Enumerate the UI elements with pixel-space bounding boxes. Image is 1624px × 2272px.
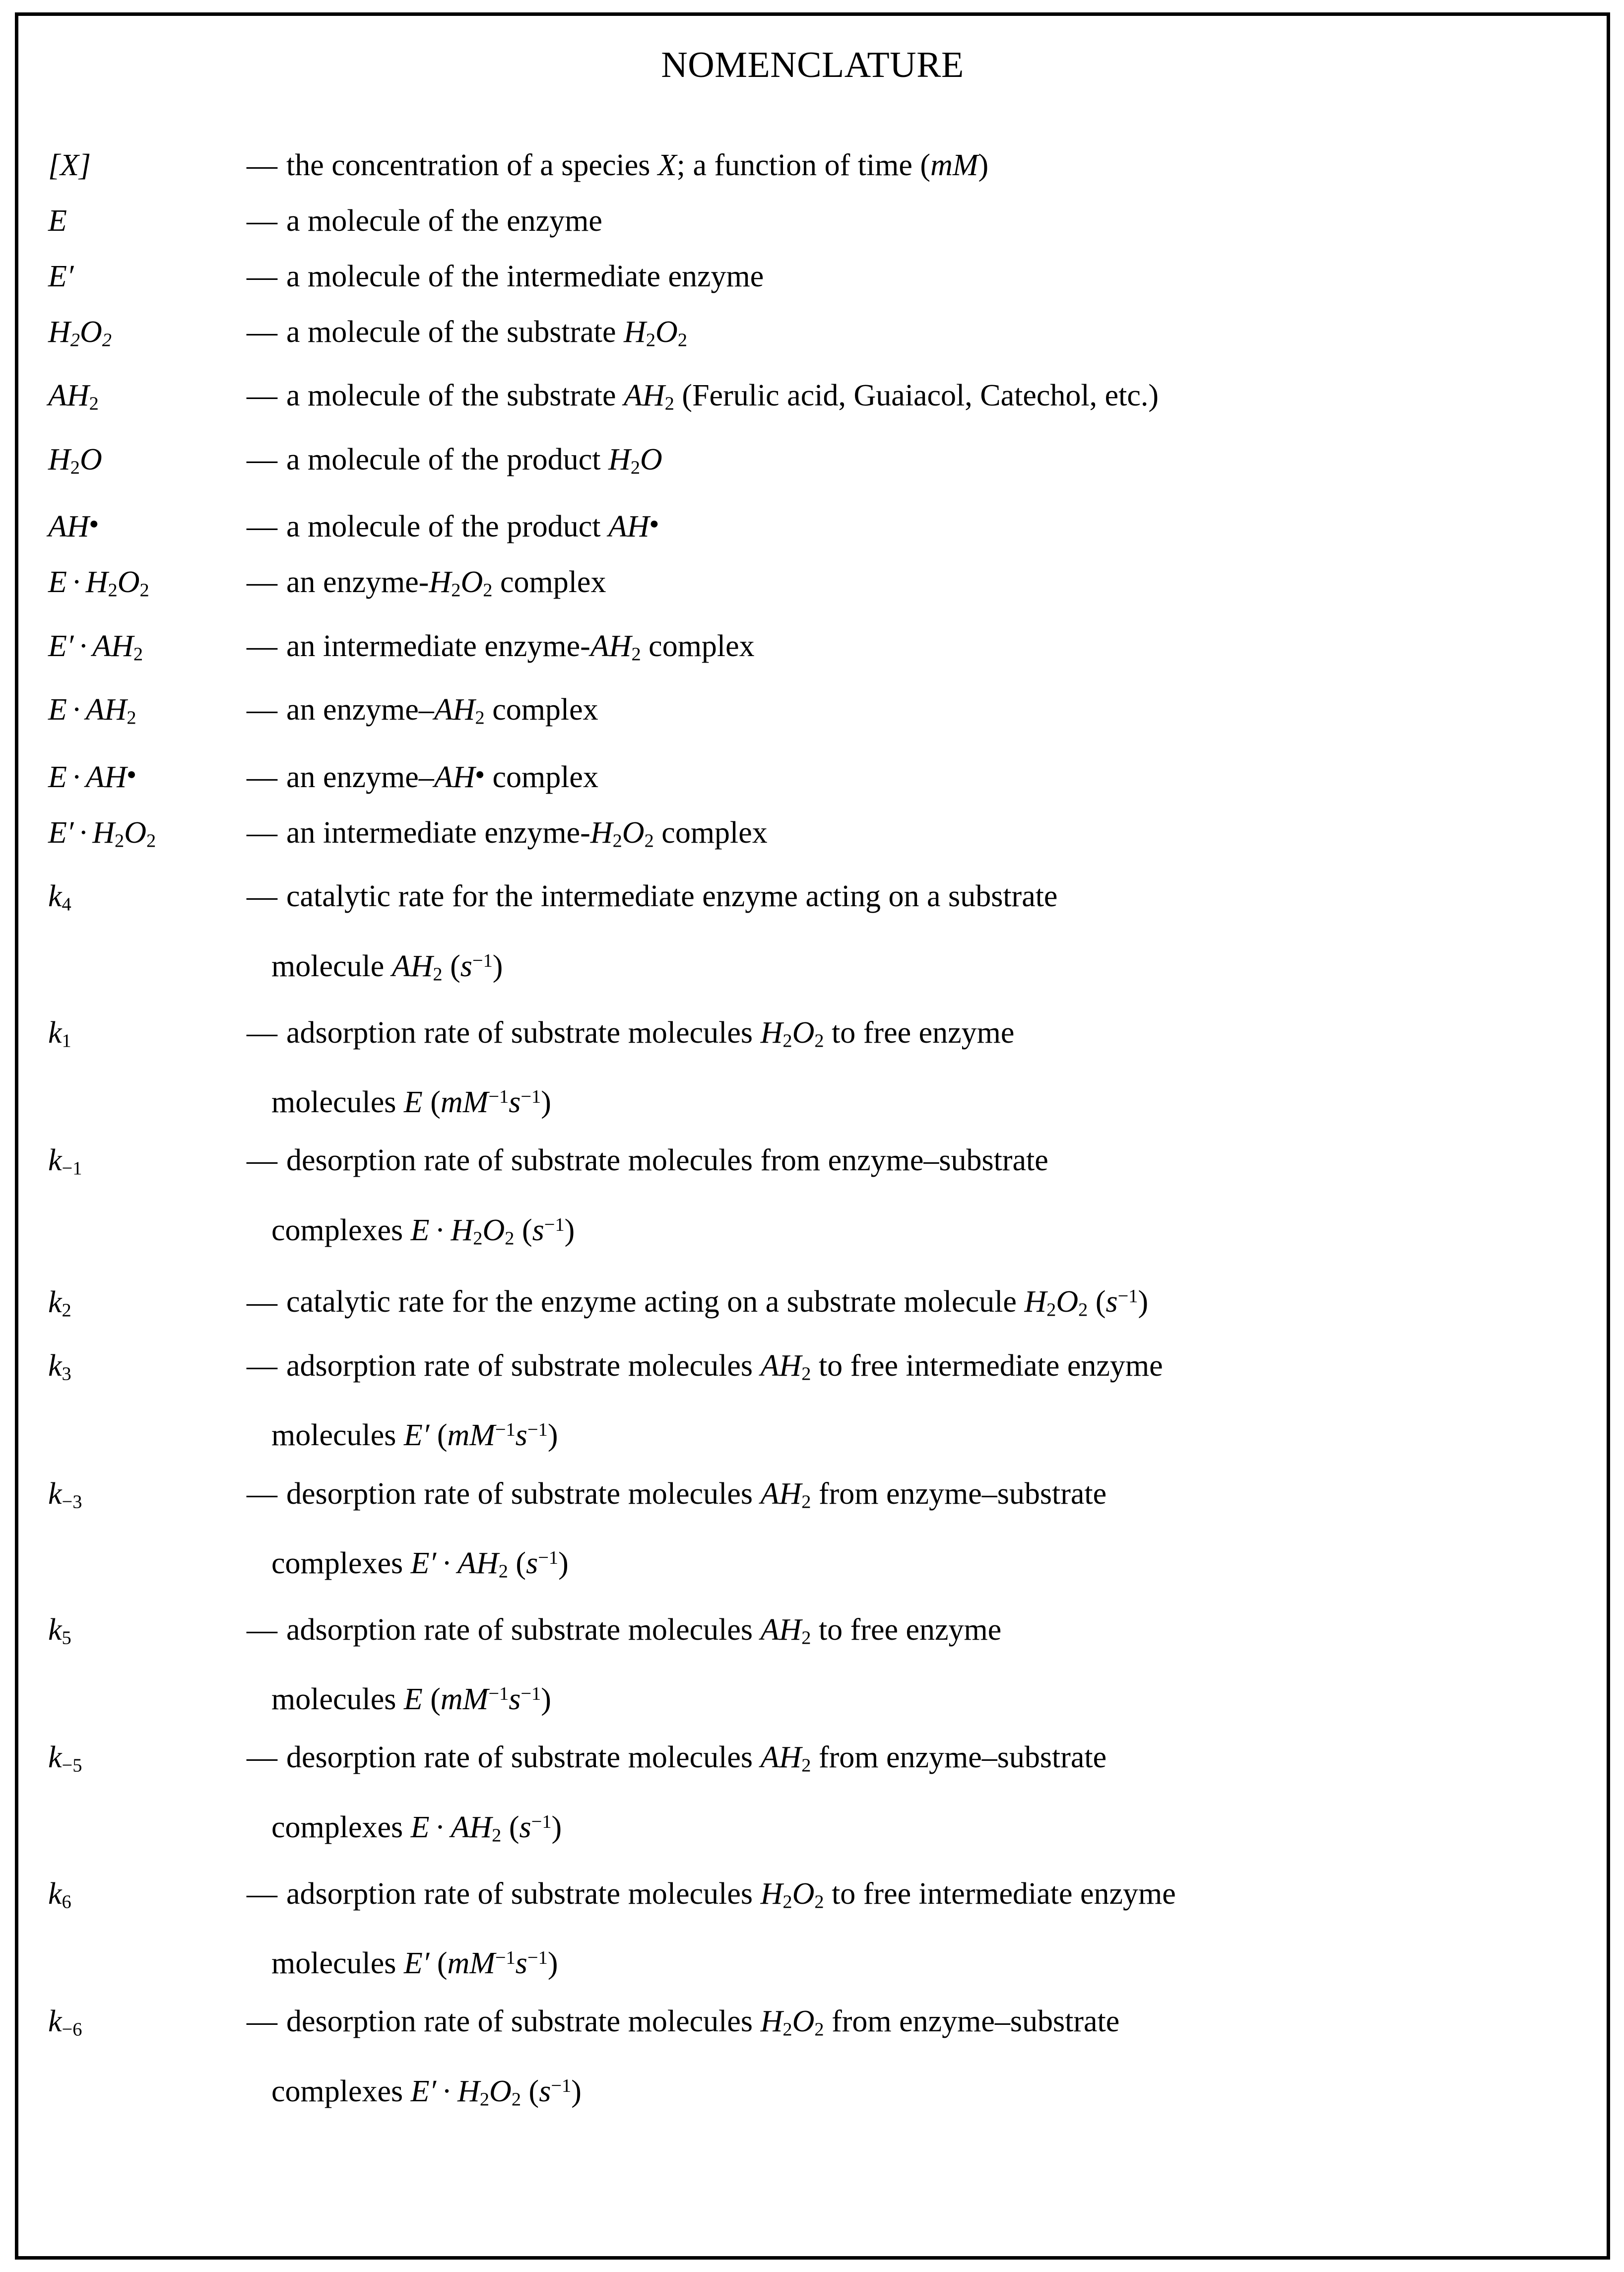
nomenclature-entry: [48, 250, 1587, 303]
page-content: [18, 47, 1607, 2260]
nomenclature-description: the concentration of a species X; a function of time (mM): [286, 148, 989, 182]
nomenclature-entry-line: [48, 195, 1587, 248]
nomenclature-entry: [48, 306, 1587, 367]
nomenclature-entry-line: [48, 1468, 1587, 1529]
nomenclature-description: an intermediate enzyme-$AH_2$ complex: [286, 629, 755, 665]
nomenclature-symbol: $k_5$: [48, 1612, 71, 1649]
nomenclature-dash: —: [247, 1476, 277, 1511]
page-title: NOMENCLATURE: [661, 45, 964, 85]
nomenclature-entry: [48, 433, 1587, 494]
nomenclature-description-continuation: molecules E $(mM^{-1}s^{-1})$: [271, 1085, 551, 1120]
nomenclature-dash: —: [247, 204, 277, 238]
nomenclature-entry: [48, 870, 1587, 1003]
nomenclature-dash: —: [247, 442, 277, 476]
nomenclature-description: adsorption rate of substrate molecules $H_2O_2$ to free intermediate enzyme: [286, 1876, 1176, 1913]
nomenclature-symbol: $H_2O_2$: [48, 315, 112, 351]
nomenclature-description: desorption rate of substrate molecules $H_2O_2$ from enzyme–substrate: [286, 2005, 1120, 2040]
nomenclature-entry-line: [48, 806, 1587, 868]
nomenclature-description: a molecule of the product AH●: [286, 510, 659, 544]
nomenclature-dash: —: [247, 1285, 277, 1319]
nomenclature-description: a molecule of the substrate $H_2O_2$: [286, 315, 688, 351]
nomenclature-entry-line: [48, 556, 1587, 617]
nomenclature-dash: —: [247, 1876, 277, 1911]
nomenclature-description: catalytic rate for the enzyme acting on a substrate molecule $H_2O_2$ $(s^{-1})$: [286, 1285, 1149, 1321]
nomenclature-description-continuation: molecules E′ $(mM^{-1}s^{-1})$: [271, 1418, 558, 1453]
nomenclature-description-continuation: molecules E′ $(mM^{-1}s^{-1})$: [271, 1946, 558, 1981]
nomenclature-entry: [48, 1604, 1587, 1729]
nomenclature-entry-line: [48, 1604, 1587, 1665]
nomenclature-dash: —: [247, 879, 277, 914]
nomenclature-dash: —: [247, 760, 277, 794]
nomenclature-symbol: [X]: [48, 148, 91, 182]
nomenclature-entry: [48, 139, 1587, 192]
nomenclature-symbol: $k_{-5}$: [48, 1740, 82, 1776]
nomenclature-symbol: $k_6$: [48, 1876, 71, 1913]
nomenclature-symbol: $E \cdot AH_2$: [48, 693, 136, 729]
nomenclature-symbol: E: [48, 204, 67, 238]
nomenclature-description: catalytic rate for the intermediate enzyme acting on a substrate: [286, 879, 1058, 914]
nomenclature-description: an enzyme–$AH_2$ complex: [286, 693, 598, 729]
nomenclature-entry-line: [48, 433, 1587, 494]
nomenclature-symbol: E′: [48, 260, 74, 293]
nomenclature-description: desorption rate of substrate molecules $AH_2$ from enzyme–substrate: [286, 1476, 1107, 1513]
nomenclature-entry-line: [48, 306, 1587, 367]
nomenclature-dash: —: [247, 510, 277, 544]
nomenclature-description: desorption rate of substrate molecules from enzyme–substrate: [286, 1143, 1048, 1178]
nomenclature-entry-line: [48, 747, 1587, 804]
nomenclature-entry: [48, 1134, 1587, 1268]
nomenclature-description: an enzyme-$H_2O_2$ complex: [286, 565, 606, 601]
nomenclature-description: an intermediate enzyme-$H_2O_2$ complex: [286, 815, 768, 852]
nomenclature-symbol: $k_2$: [48, 1285, 71, 1321]
nomenclature-entry-line: [48, 1868, 1587, 1929]
nomenclature-symbol: $k_3$: [48, 1348, 71, 1385]
nomenclature-page-frame: [15, 12, 1610, 2260]
nomenclature-entry-line: [48, 139, 1587, 192]
nomenclature-entry-line: [48, 1339, 1587, 1401]
nomenclature-symbol: $k_1$: [48, 1015, 71, 1051]
nomenclature-entry-line: [48, 250, 1587, 303]
nomenclature-entry: [48, 620, 1587, 681]
nomenclature-entry-line: [48, 1270, 1587, 1337]
nomenclature-description: adsorption rate of substrate molecules $AH_2$ to free intermediate enzyme: [286, 1348, 1163, 1385]
nomenclature-entry: [48, 747, 1587, 804]
nomenclature-dash: —: [247, 2005, 277, 2039]
nomenclature-dash: —: [247, 1612, 277, 1647]
nomenclature-dash: —: [247, 565, 277, 600]
nomenclature-symbol: $E' \cdot H_2O_2$: [48, 815, 156, 852]
nomenclature-dash: —: [247, 629, 277, 663]
nomenclature-description-continuation: complexes $E \cdot H_2O_2$ $(s^{-1})$: [271, 1213, 575, 1249]
nomenclature-description: adsorption rate of substrate molecules $AH_2$ to free enzyme: [286, 1612, 1002, 1649]
nomenclature-entry-line: [48, 683, 1587, 744]
nomenclature-entry: [48, 195, 1587, 248]
nomenclature-entry: [48, 556, 1587, 617]
nomenclature-description-continuation: molecules E $(mM^{-1}s^{-1})$: [271, 1682, 551, 1717]
nomenclature-dash: —: [247, 1015, 277, 1050]
nomenclature-entry: [48, 1339, 1587, 1465]
nomenclature-description: desorption rate of substrate molecules $AH_2$ from enzyme–substrate: [286, 1740, 1107, 1776]
nomenclature-symbol: $H_2O$: [48, 442, 102, 478]
nomenclature-entry: [48, 1868, 1587, 1993]
nomenclature-entry: [48, 683, 1587, 744]
nomenclature-description: a molecule of the substrate $AH_2$ (Ferulic acid, Guaiacol, Catechol, etc.): [286, 379, 1159, 414]
nomenclature-dash: —: [247, 693, 277, 727]
nomenclature-description-continuation: complexes $E' \cdot AH_2$ $(s^{-1})$: [271, 1546, 569, 1582]
nomenclature-entry-line: [48, 1006, 1587, 1068]
nomenclature-entry: [48, 806, 1587, 868]
nomenclature-dash: —: [247, 148, 277, 182]
nomenclature-description-continuation: molecule $AH_2$ $(s^{-1})$: [271, 949, 503, 985]
nomenclature-description: an enzyme–AH● complex: [286, 760, 598, 794]
nomenclature-dash: —: [247, 1143, 277, 1178]
nomenclature-entry-line: [48, 870, 1587, 931]
nomenclature-symbol: $k_{-6}$: [48, 2005, 82, 2040]
nomenclature-entry: [48, 1468, 1587, 1601]
nomenclature-entry-line: [48, 1995, 1587, 2056]
nomenclature-symbol: $E \cdot H_2O_2$: [48, 565, 149, 601]
nomenclature-description: adsorption rate of substrate molecules $H_2O_2$ to free enzyme: [286, 1015, 1015, 1051]
nomenclature-symbol: $AH_2$: [48, 379, 99, 414]
nomenclature-dash: —: [247, 379, 277, 413]
nomenclature-dash: —: [247, 1348, 277, 1383]
nomenclature-entry: [48, 497, 1587, 553]
nomenclature-description: a molecule of the product $H_2O$: [286, 442, 662, 478]
nomenclature-entry-line: [48, 620, 1587, 681]
nomenclature-description-continuation: complexes $E' \cdot H_2O_2$ $(s^{-1})$: [271, 2074, 582, 2110]
nomenclature-symbol: $k_{-3}$: [48, 1476, 82, 1513]
nomenclature-symbol: $E' \cdot AH_2$: [48, 629, 143, 665]
nomenclature-list: [18, 139, 1607, 2129]
nomenclature-description: a molecule of the enzyme: [286, 204, 602, 238]
nomenclature-description-continuation: complexes $E \cdot AH_2$ $(s^{-1})$: [271, 1810, 562, 1846]
nomenclature-entry-line: [48, 1731, 1587, 1792]
nomenclature-entry: [48, 1731, 1587, 1865]
nomenclature-description: a molecule of the intermediate enzyme: [286, 260, 764, 293]
nomenclature-entry-line: [48, 369, 1587, 430]
nomenclature-dash: —: [247, 1740, 277, 1775]
nomenclature-symbol: $k_{-1}$: [48, 1143, 82, 1179]
nomenclature-entry-line: [48, 497, 1587, 553]
nomenclature-dash: —: [247, 815, 277, 850]
nomenclature-entry: [48, 369, 1587, 430]
nomenclature-entry: [48, 1006, 1587, 1132]
nomenclature-entry-line: [48, 1134, 1587, 1195]
nomenclature-entry: [48, 1995, 1587, 2129]
nomenclature-dash: —: [247, 260, 277, 293]
nomenclature-symbol: E · AH●: [48, 760, 136, 794]
nomenclature-symbol: AH●: [48, 510, 99, 544]
nomenclature-dash: —: [247, 315, 277, 349]
nomenclature-entry: [48, 1270, 1587, 1337]
nomenclature-symbol: $k_4$: [48, 879, 71, 915]
